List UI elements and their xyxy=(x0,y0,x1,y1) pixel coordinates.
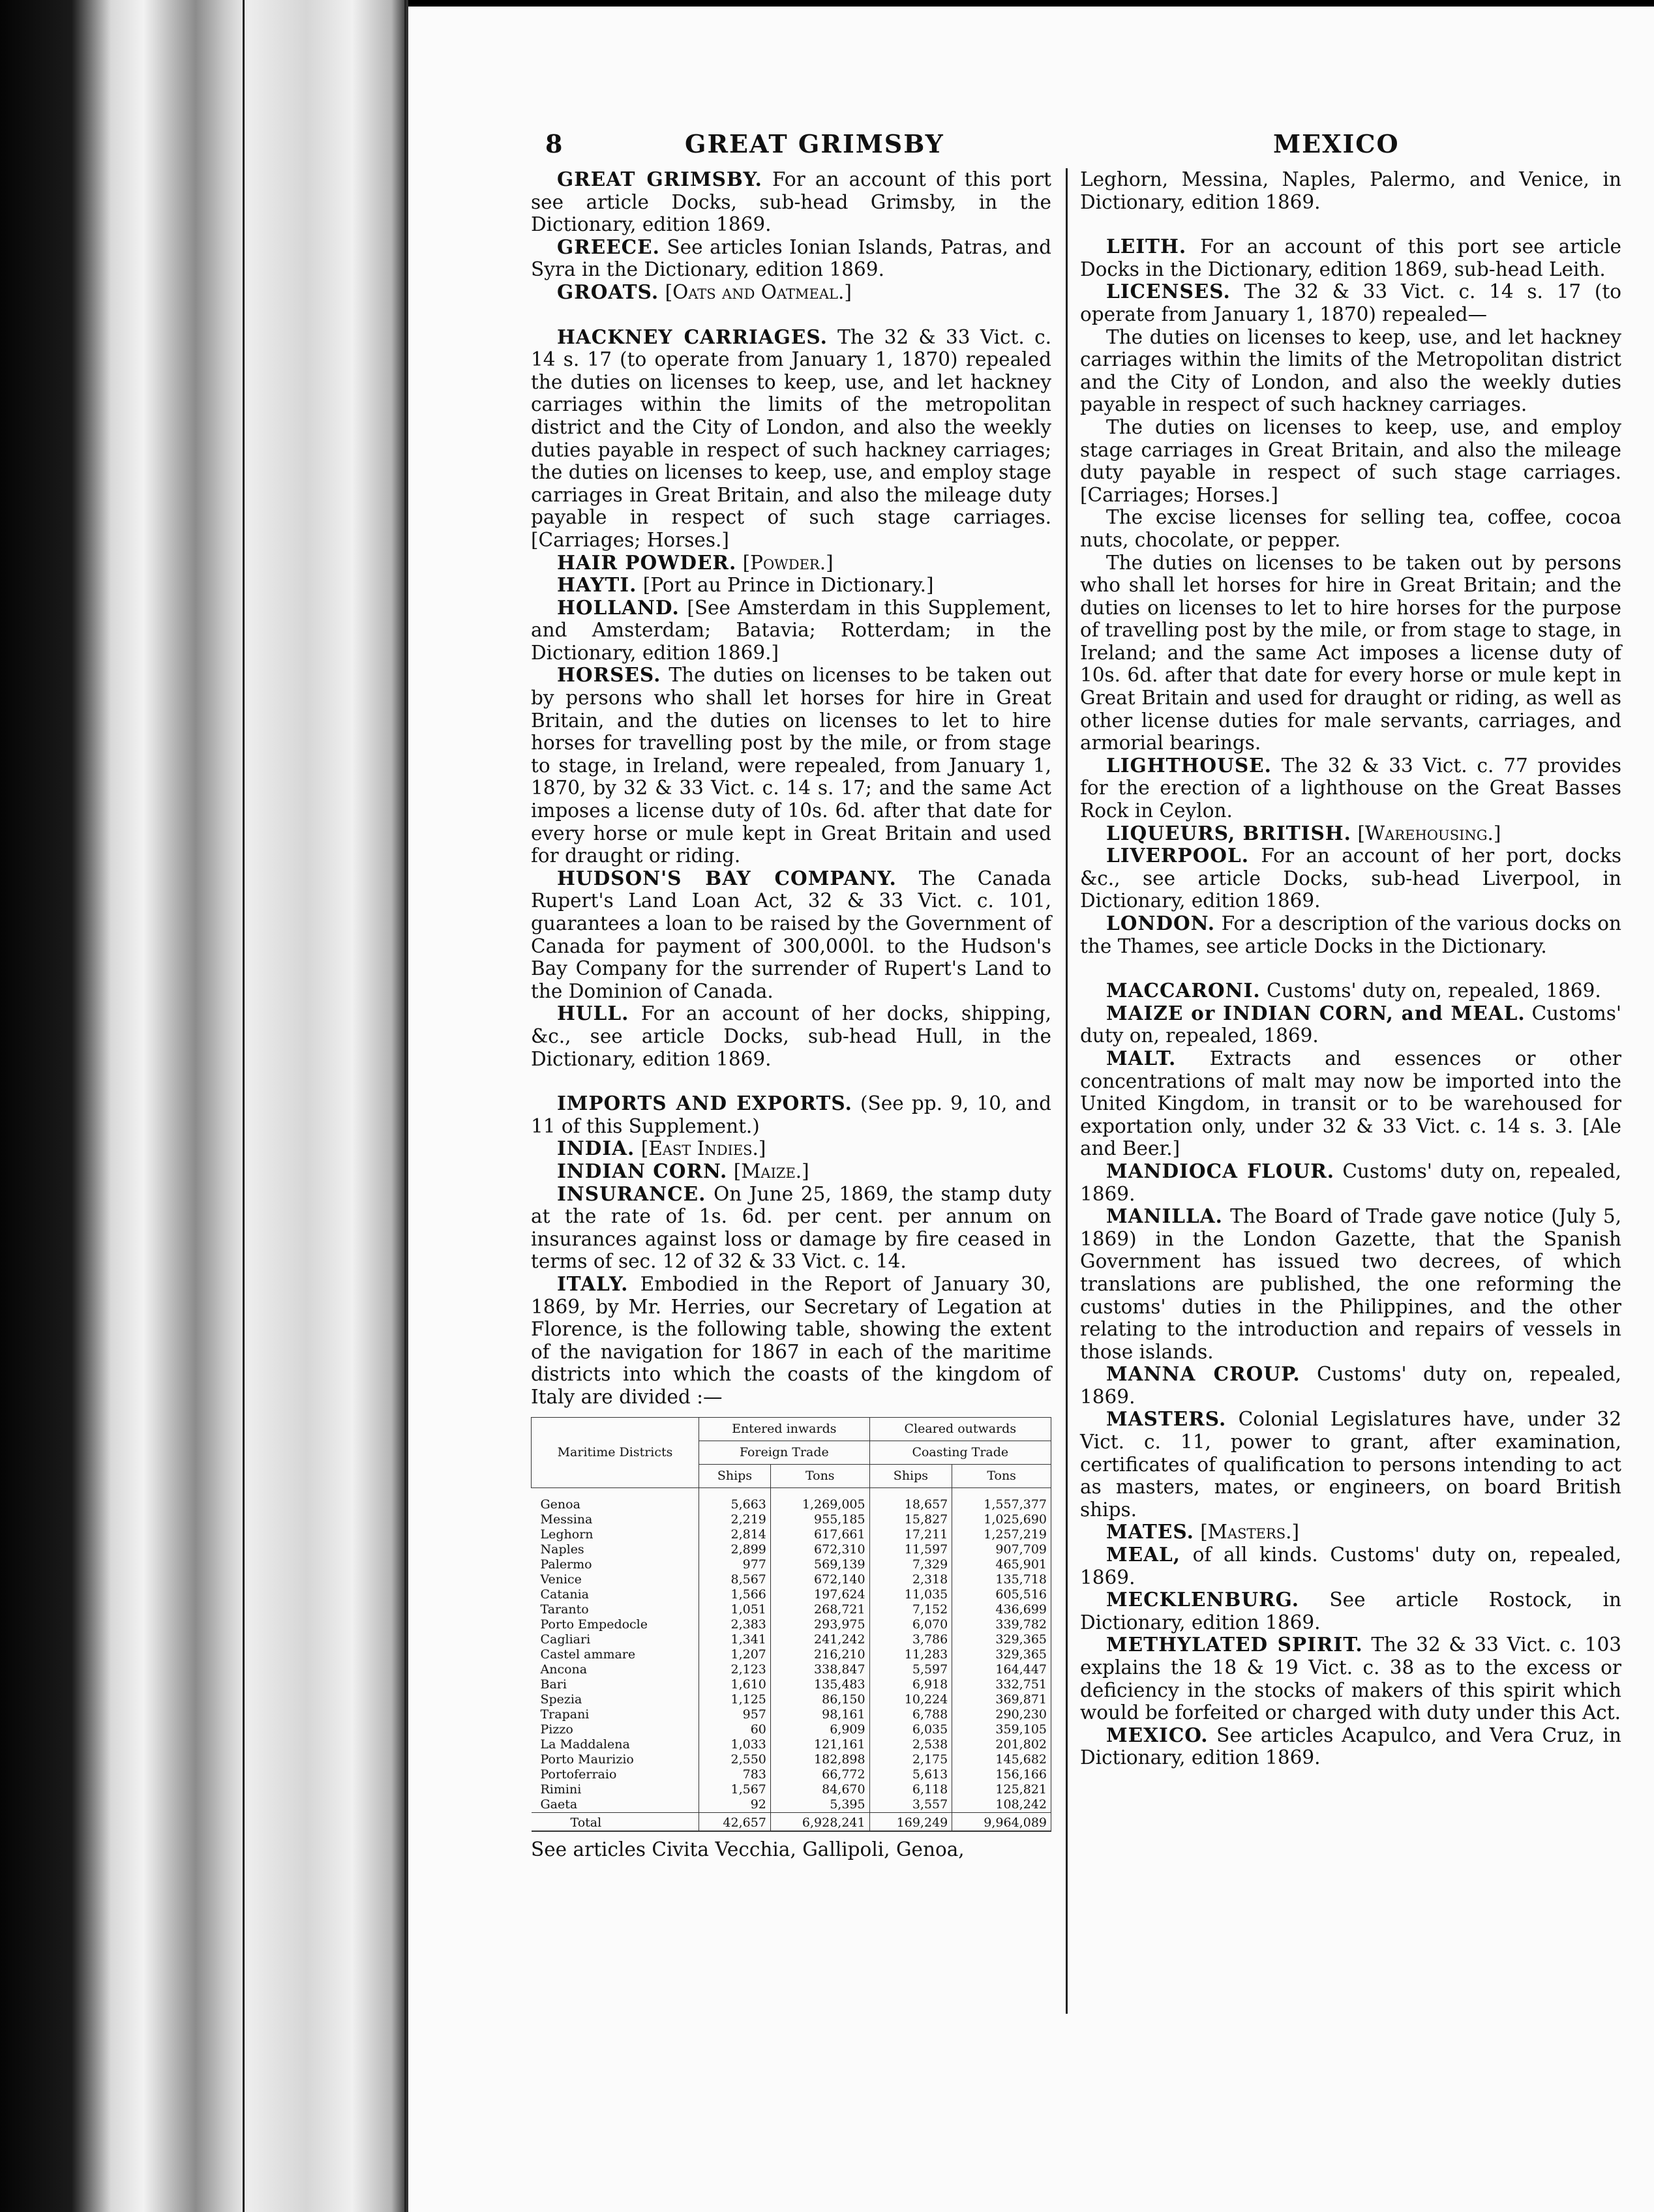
cell-value: 1,610 xyxy=(699,1677,771,1692)
entry-hudsons-bay: HUDSON'S BAY COMPANY. The Canada Rupert's Land Loan Act, 32 & 33 Vict. c. 101, guarantees a loan to be raised by the Government of Canada for payment of 300,000l. to the Hudson's Bay Company for the surrender of Rupert's Land to the Dominion of Canada. xyxy=(531,866,1051,1002)
entry-mexico: MEXICO. See articles Acapulco, and Vera Cruz, in Dictionary, edition 1869. xyxy=(1080,1723,1621,1769)
cell-value: 907,709 xyxy=(952,1542,1051,1557)
cell-value: 6,788 xyxy=(869,1707,952,1722)
cell-value: 2,814 xyxy=(699,1527,771,1542)
table-row xyxy=(532,1557,1051,1572)
cell-value: 125,821 xyxy=(952,1782,1051,1797)
cell-district: Venice xyxy=(532,1572,699,1587)
cell-value: 197,624 xyxy=(770,1587,869,1602)
table-row xyxy=(532,1647,1051,1662)
cell-value: 605,516 xyxy=(952,1587,1051,1602)
entry-masters: MASTERS. Colonial Legislatures have, under 32 Vict. c. 11, power to grant, after examination, certificates of qualification to persons intending to act as masters, mates, or engineers, on board British ships. xyxy=(1080,1407,1621,1521)
cell-value: 145,682 xyxy=(952,1752,1051,1767)
entry-liqueurs: LIQUEURS, BRITISH. [Warehousing.] xyxy=(1106,821,1501,844)
cell-value: 2,219 xyxy=(699,1512,771,1527)
entry-continued: Leghorn, Messina, Naples, Palermo, and Venice, in Dictionary, edition 1869. xyxy=(1080,168,1621,213)
table-row xyxy=(532,1512,1051,1527)
cell-value: 5,395 xyxy=(770,1797,869,1813)
cell-value: 783 xyxy=(699,1767,771,1782)
cell-value: 329,365 xyxy=(952,1647,1051,1662)
cell-value: 3,557 xyxy=(869,1797,952,1813)
cell-value: 617,661 xyxy=(770,1527,869,1542)
table-row xyxy=(532,1722,1051,1737)
cell-value: 86,150 xyxy=(770,1692,869,1707)
cell-value: 8,567 xyxy=(699,1572,771,1587)
cell-value: 11,035 xyxy=(869,1587,952,1602)
cell-value: 359,105 xyxy=(952,1722,1051,1737)
book-page xyxy=(408,0,1654,2212)
cell-value: 10,224 xyxy=(869,1692,952,1707)
left-column xyxy=(531,168,1051,1861)
cell-value: 957 xyxy=(699,1707,771,1722)
right-column xyxy=(1080,168,1621,1769)
table-row xyxy=(532,1617,1051,1632)
entry-manilla: MANILLA. The Board of Trade gave notice (July 5, 1869) in the London Gazette, that the Spanish Government has issued two decrees, of which translations are published, the one reforming the customs' duties in the Philippines, and the other relating to the introduction and repairs of vessels in those islands. xyxy=(1080,1204,1621,1363)
entry-great-grimsby: GREAT GRIMSBY. For an account of this port see article Docks, sub-head Grimsby, in the Dictionary, edition 1869. xyxy=(531,168,1051,236)
th-tons: Tons xyxy=(952,1465,1051,1488)
page-edge-line xyxy=(404,0,406,2212)
entry-mecklenburg: MECKLENBURG. See article Rostock, in Dictionary, edition 1869. xyxy=(1080,1588,1621,1634)
entry-imports-exports: IMPORTS AND EXPORTS. (See pp. 9, 10, and 11 of this Supplement.) xyxy=(531,1092,1051,1137)
cell-district: Cagliari xyxy=(532,1632,699,1647)
book-spine xyxy=(0,0,408,2212)
cell-value: 156,166 xyxy=(952,1767,1051,1782)
entry-indian-corn: INDIAN CORN. [Maize.] xyxy=(557,1159,809,1182)
cell-value: 1,207 xyxy=(699,1647,771,1662)
cell-value: 6,118 xyxy=(869,1782,952,1797)
cell-value: 84,670 xyxy=(770,1782,869,1797)
column-divider xyxy=(1066,168,1068,2014)
cell-district: Genoa xyxy=(532,1488,699,1513)
th-maritime-districts: Maritime Districts xyxy=(532,1418,699,1488)
cell-value: 6,909 xyxy=(770,1722,869,1737)
italy-navigation-table xyxy=(531,1417,1051,1832)
th-tons: Tons xyxy=(770,1465,869,1488)
table-row xyxy=(532,1572,1051,1587)
running-head-right: MEXICO xyxy=(1273,129,1400,158)
cell-value: 2,550 xyxy=(699,1752,771,1767)
cell-value: 5,597 xyxy=(869,1662,952,1677)
table-row xyxy=(532,1752,1051,1767)
table-row xyxy=(532,1527,1051,1542)
cell-value: 268,721 xyxy=(770,1602,869,1617)
cell-value: 293,975 xyxy=(770,1617,869,1632)
cell-value: 135,483 xyxy=(770,1677,869,1692)
entry-meal: MEAL, of all kinds. Customs' duty on, repealed, 1869. xyxy=(1080,1543,1621,1589)
entry-horses: HORSES. The duties on licenses to be taken out by persons who shall let horses for hire in Great Britain, and the duties on licenses to let to hire horses for travelling post by the mile, or from stage to stage, in Ireland, were repealed, from January 1, 1870, by 32 & 33 Vict. c. 14 s. 17; and the same Act imposes a license duty of 10s. 6d. after that date for every horse or mule kept in Great Britain and used for draught or riding. xyxy=(531,663,1051,867)
cell-district: Spezia xyxy=(532,1692,699,1707)
cell-value: 1,566 xyxy=(699,1587,771,1602)
cell-district: Porto Maurizio xyxy=(532,1752,699,1767)
cell-value: 672,310 xyxy=(770,1542,869,1557)
cell-district: Palermo xyxy=(532,1557,699,1572)
entry-liverpool: LIVERPOOL. For an account of her port, docks &c., see article Docks, sub-head Liverpool, in Dictionary, edition 1869. xyxy=(1080,844,1621,912)
entry-india: INDIA. [East Indies.] xyxy=(557,1137,766,1160)
cell-value: 338,847 xyxy=(770,1662,869,1677)
table-row xyxy=(532,1542,1051,1557)
cell-value: 7,152 xyxy=(869,1602,952,1617)
cell-district: Bari xyxy=(532,1677,699,1692)
entry-malt: MALT. Extracts and essences or other concentrations of malt may now be imported into the United Kingdom, in transit or to be warehoused for exportation only, under 32 & 33 Vict. c. 14 s. 3. [Ale and Beer.] xyxy=(1080,1046,1621,1160)
entry-hackney-carriages: HACKNEY CARRIAGES. The 32 & 33 Vict. c. 14 s. 17 (to operate from January 1, 1870) repealed the duties on licenses to keep, use, and let hackney carriages within the limits of the metropolitan district and the City of London, and also the weekly duties payable in respect of such hackney carriages; the duties on licenses to keep, use, and employ stage carriages in Great Britain, and also the mileage duty payable in respect of such stage carriages. [Carriages; Horses.] xyxy=(531,325,1051,551)
cell-value: 1,125 xyxy=(699,1692,771,1707)
table-row xyxy=(532,1602,1051,1617)
th-ships: Ships xyxy=(869,1465,952,1488)
licenses-para-4: The duties on licenses to be taken out by persons who shall let horses for hire in Great Britain; and the duties on licenses to let to hire horses for the purpose of travelling post by the mile, or from stage to stage, in Ireland; and the same Act imposes a license duty of 10s. 6d. after that date for every horse or mule kept in Great Britain and used for draught or riding, as well as other license duties for male servants, carriages, and armorial bearings. xyxy=(1080,551,1621,755)
entry-leith: LEITH. For an account of this port see article Docks in the Dictionary, edition 1869, sub-head Leith. xyxy=(1080,235,1621,280)
cell-value: 1,341 xyxy=(699,1632,771,1647)
entry-methylated-spirit: METHYLATED SPIRIT. The 32 & 33 Vict. c. 103 explains the 18 & 19 Vict. c. 38 as to the excess or deficiency in the stocks of makers of this spirit which would be forfeited or charged with duty under this Act. xyxy=(1080,1633,1621,1724)
cell-value: 11,597 xyxy=(869,1542,952,1557)
cell-value: 2,123 xyxy=(699,1662,771,1677)
cell-district: Pizzo xyxy=(532,1722,699,1737)
cell-value: 201,802 xyxy=(952,1737,1051,1752)
cell-value: 7,329 xyxy=(869,1557,952,1572)
cell-value: 2,318 xyxy=(869,1572,952,1587)
licenses-para-1: The duties on licenses to keep, use, and let hackney carriages within the limits of the Metropolitan district and the City of London, and also the weekly duties payable in respect of such hackney carriages. xyxy=(1080,325,1621,416)
th-ships: Ships xyxy=(699,1465,771,1488)
cell-value: 241,242 xyxy=(770,1632,869,1647)
cell-value: 2,538 xyxy=(869,1737,952,1752)
running-head-left: GREAT GRIMSBY xyxy=(685,129,944,158)
table-total-row: Total 42,657 6,928,241 169,249 9,964,089 xyxy=(532,1813,1051,1832)
cell-value: 98,161 xyxy=(770,1707,869,1722)
table-body xyxy=(532,1488,1051,1832)
entry-maccaroni: MACCARONI. Customs' duty on, repealed, 1869. xyxy=(1106,979,1601,1002)
table-row xyxy=(532,1587,1051,1602)
table-row xyxy=(532,1737,1051,1752)
cell-value: 672,140 xyxy=(770,1572,869,1587)
table-row xyxy=(532,1488,1051,1513)
entry-groats: GROATS. [Oats and Oatmeal.] xyxy=(557,280,852,303)
cell-value: 17,211 xyxy=(869,1527,952,1542)
cell-value: 18,657 xyxy=(869,1488,952,1513)
cell-value: 1,269,005 xyxy=(770,1488,869,1513)
cell-value: 1,257,219 xyxy=(952,1527,1051,1542)
cell-value: 66,772 xyxy=(770,1767,869,1782)
cell-value: 135,718 xyxy=(952,1572,1051,1587)
th-coasting-trade: Coasting Trade xyxy=(869,1441,1051,1465)
table-row xyxy=(532,1782,1051,1797)
cell-value: 3,786 xyxy=(869,1632,952,1647)
entry-holland: HOLLAND. [See Amsterdam in this Supplement, and Amsterdam; Batavia; Rotterdam; in the Dictionary, edition 1869.] xyxy=(531,595,1051,664)
cell-value: 92 xyxy=(699,1797,771,1813)
cell-value: 1,567 xyxy=(699,1782,771,1797)
cell-district: Castel ammare xyxy=(532,1647,699,1662)
cell-value: 121,161 xyxy=(770,1737,869,1752)
table-row xyxy=(532,1662,1051,1677)
cell-value: 465,901 xyxy=(952,1557,1051,1572)
cell-value: 6,070 xyxy=(869,1617,952,1632)
cell-value: 1,557,377 xyxy=(952,1488,1051,1513)
cell-district: Trapani xyxy=(532,1707,699,1722)
entry-mandioca: MANDIOCA FLOUR. Customs' duty on, repealed, 1869. xyxy=(1080,1159,1621,1205)
cell-district: Rimini xyxy=(532,1782,699,1797)
cell-value: 339,782 xyxy=(952,1617,1051,1632)
cell-value: 332,751 xyxy=(952,1677,1051,1692)
entry-insurance: INSURANCE. On June 25, 1869, the stamp duty at the rate of 1s. 6d. per cent. per annum on insurances against loss or damage by fire ceased in terms of sec. 12 of 32 & 33 Vict. c. 14. xyxy=(531,1182,1051,1273)
licenses-para-2: The duties on licenses to keep, use, and employ stage carriages in Great Britain, and also the mileage duty payable in respect of such stage carriages. [Carriages; Horses.] xyxy=(1080,415,1621,506)
th-entered-inwards: Entered inwards xyxy=(699,1418,870,1441)
table-row xyxy=(532,1797,1051,1813)
cell-value: 2,899 xyxy=(699,1542,771,1557)
cell-district: Ancona xyxy=(532,1662,699,1677)
entry-hull: HULL. For an account of her docks, shipping, &c., see article Docks, sub-head Hull, in the Dictionary, edition 1869. xyxy=(531,1002,1051,1070)
table-row xyxy=(532,1632,1051,1647)
entry-manna-croup: MANNA CROUP. Customs' duty on, repealed, 1869. xyxy=(1080,1362,1621,1408)
cell-value: 5,663 xyxy=(699,1488,771,1513)
cell-district: La Maddalena xyxy=(532,1737,699,1752)
cell-value: 290,230 xyxy=(952,1707,1051,1722)
cell-district: Porto Empedocle xyxy=(532,1617,699,1632)
entry-hair-powder: HAIR POWDER. [Powder.] xyxy=(557,550,834,574)
table-row xyxy=(532,1677,1051,1692)
cell-value: 6,035 xyxy=(869,1722,952,1737)
cell-value: 2,383 xyxy=(699,1617,771,1632)
cell-value: 5,613 xyxy=(869,1767,952,1782)
cell-value: 977 xyxy=(699,1557,771,1572)
cell-value: 6,918 xyxy=(869,1677,952,1692)
entry-greece: GREECE. See articles Ionian Islands, Patras, and Syra in the Dictionary, edition 1869. xyxy=(531,235,1051,281)
cell-value: 60 xyxy=(699,1722,771,1737)
table-row xyxy=(532,1767,1051,1782)
th-cleared-outwards: Cleared outwards xyxy=(869,1418,1051,1441)
cell-district: Catania xyxy=(532,1587,699,1602)
cell-district: Leghorn xyxy=(532,1527,699,1542)
cell-value: 164,447 xyxy=(952,1662,1051,1677)
table-row xyxy=(532,1707,1051,1722)
cell-value: 11,283 xyxy=(869,1647,952,1662)
cell-value: 436,699 xyxy=(952,1602,1051,1617)
cell-value: 955,185 xyxy=(770,1512,869,1527)
cell-value: 182,898 xyxy=(770,1752,869,1767)
cell-district: Gaeta xyxy=(532,1797,699,1813)
entry-italy: ITALY. Embodied in the Report of January 30, 1869, by Mr. Herries, our Secretary of Legation at Florence, is the following table, showing the extent of the navigation for 1867 in each of the maritime districts into which the coasts of the kingdom of Italy are divided :— xyxy=(531,1272,1051,1408)
cell-value: 329,365 xyxy=(952,1632,1051,1647)
page-top-edge xyxy=(408,0,1654,7)
cell-value: 2,175 xyxy=(869,1752,952,1767)
cell-value: 1,025,690 xyxy=(952,1512,1051,1527)
cell-district: Messina xyxy=(532,1512,699,1527)
licenses-para-3: The excise licenses for selling tea, coffee, cocoa nuts, chocolate, or pepper. xyxy=(1080,506,1621,551)
entry-london: LONDON. For a description of the various docks on the Thames, see article Docks in the Dictionary. xyxy=(1080,912,1621,957)
table-row xyxy=(532,1692,1051,1707)
cell-district: Taranto xyxy=(532,1602,699,1617)
cell-district: Naples xyxy=(532,1542,699,1557)
entry-maize: MAIZE or INDIAN CORN, and MEAL. Customs' duty on, repealed, 1869. xyxy=(1080,1001,1621,1047)
page-number: 8 xyxy=(545,129,564,158)
cell-value: 15,827 xyxy=(869,1512,952,1527)
entry-mates: MATES. [Masters.] xyxy=(1106,1520,1299,1544)
th-foreign-trade: Foreign Trade xyxy=(699,1441,870,1465)
entry-licenses: LICENSES. The 32 & 33 Vict. c. 14 s. 17 (to operate from January 1, 1870) repealed— xyxy=(1080,280,1621,325)
cell-value: 369,871 xyxy=(952,1692,1051,1707)
cell-value: 569,139 xyxy=(770,1557,869,1572)
cell-value: 1,051 xyxy=(699,1602,771,1617)
cell-value: 216,210 xyxy=(770,1647,869,1662)
cell-value: 1,033 xyxy=(699,1737,771,1752)
spine-fold-line xyxy=(243,0,245,2212)
left-footer: See articles Civita Vecchia, Gallipoli, Genoa, xyxy=(531,1838,965,1861)
cell-value: 108,242 xyxy=(952,1797,1051,1813)
cell-district: Portoferraio xyxy=(532,1767,699,1782)
entry-lighthouse: LIGHTHOUSE. The 32 & 33 Vict. c. 77 provides for the erection of a lighthouse on the Great Basses Rock in Ceylon. xyxy=(1080,753,1621,822)
entry-hayti: HAYTI. [Port au Prince in Dictionary.] xyxy=(557,573,934,597)
